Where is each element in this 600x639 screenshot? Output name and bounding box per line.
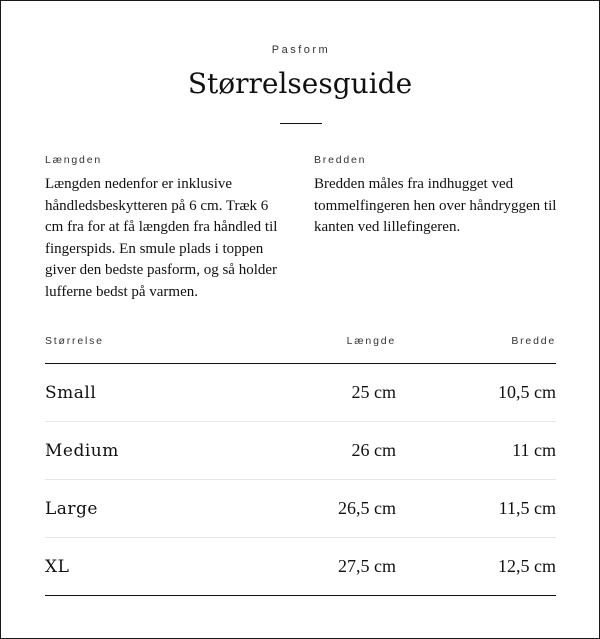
column-header-length: Længde (236, 335, 396, 364)
size-cell: Medium (45, 422, 236, 480)
size-table (45, 335, 556, 596)
length-cell: 26 cm (236, 422, 396, 480)
size-cell: XL (45, 538, 236, 596)
size-cell: Large (45, 480, 236, 538)
table-header-row (45, 335, 556, 364)
width-cell: 12,5 cm (396, 538, 556, 596)
page-title: Størrelsesguide (187, 67, 413, 100)
table-row (45, 422, 556, 480)
title-divider (280, 123, 322, 124)
width-cell: 11 cm (396, 422, 556, 480)
length-info-text: Længden nedenfor er inklusive håndledsbeskytteren på 6 cm. Træk 6 cm fra for at få længden fra håndled til fingerspids. En smule plads i toppen giver den bedste pasform, og så holder lufferne bedst på varmen. (45, 176, 278, 300)
width-cell: 11,5 cm (396, 480, 556, 538)
table-row (45, 480, 556, 538)
length-info-label: Længden (45, 154, 102, 166)
section-eyebrow: Pasform (271, 44, 331, 56)
width-info-label: Bredden (314, 154, 367, 166)
table-row (45, 364, 556, 422)
length-cell: 26,5 cm (236, 480, 396, 538)
width-info-text: Bredden måles fra indhugget ved tommelfingeren hen over håndryggen til kanten ved lillefingeren. (314, 176, 557, 235)
width-cell: 10,5 cm (396, 364, 556, 422)
size-cell: Small (45, 364, 236, 422)
width-info (314, 154, 559, 239)
length-cell: 27,5 cm (236, 538, 396, 596)
column-header-size: Størrelse (45, 335, 236, 364)
table-row (45, 538, 556, 596)
column-header-width: Bredde (396, 335, 556, 364)
length-cell: 25 cm (236, 364, 396, 422)
length-info (45, 154, 290, 303)
